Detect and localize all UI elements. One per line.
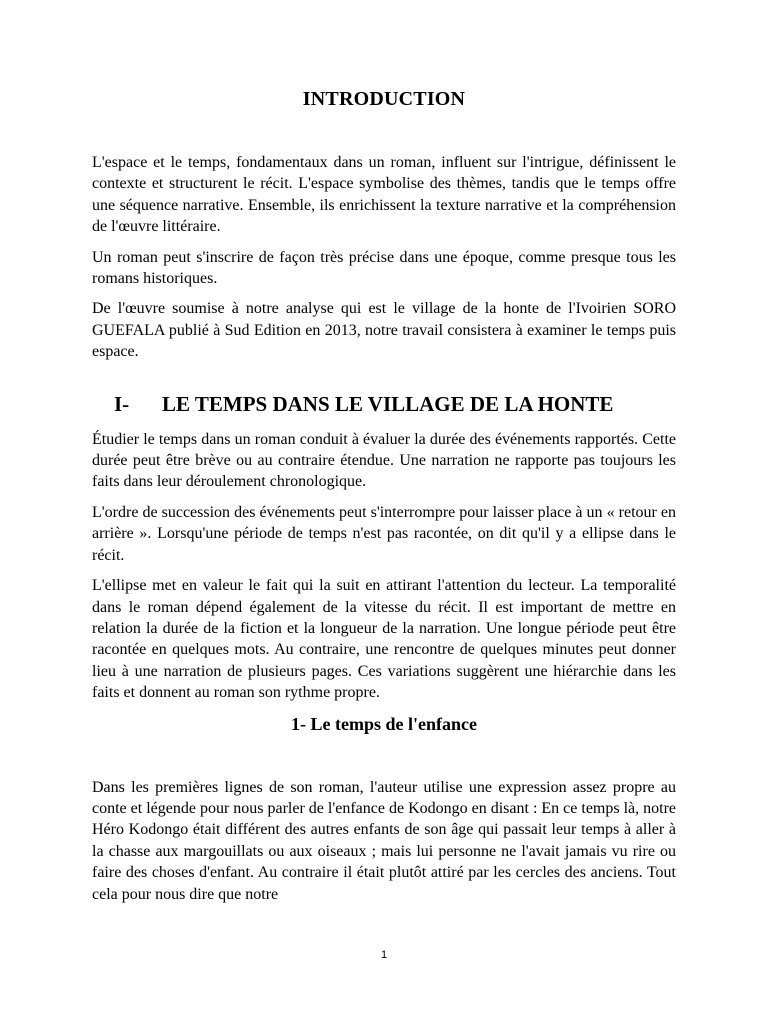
page-content [92,86,676,914]
intro-paragraph-1: L'espace et le temps, fondamentaux dans un roman, influent sur l'intrigue, définissent le contexte et structurent le récit. L'espace symbolise des thèmes, tandis que le temps offre une séquence narrative. Ensemble, ils enrichissent la texture narrative et la compréhension de l'œuvre littéraire. [92,154,676,236]
section-title: LE TEMPS DANS LE VILLAGE DE LA HONTE [162,391,614,416]
section-paragraph-1: Étudier le temps dans un roman conduit à évaluer la durée des événements rapportés. Cette durée peut être brève ou au contraire étendue. Une narration ne rapporte pas toujours les faits dans leur déroulement chronologique. [92,430,676,491]
section-number: I- [114,391,130,416]
page-number: 1 [380,949,388,961]
page-title: INTRODUCTION [302,88,466,110]
subsection-paragraph-1: Dans les premières lignes de son roman, l'auteur utilise une expression assez propre au conte et légende pour nous parler de l'enfance de Kodongo en disant : En ce temps là, notre Héro Kodongo était différent des autres enfants de son âge qui passait leur temps à aller à la chasse aux margouillats ou aux oiseaux ; mais lui personne ne l'avait jamais vu rire ou faire des choses d'enfant. Au contraire il était plutôt attiré par les cercles des anciens. Tout cela pour nous dire que notre [92,778,677,903]
section-paragraph-2: L'ordre de succession des événements peut s'interrompre pour laisser place à un « retour en arrière ». Lorsqu'une période de temps n'est pas racontée, on dit qu'il y a ellipse dans le récit. [92,503,676,564]
intro-paragraph-3: De l'œuvre soumise à notre analyse qui est le village de la honte de l'Ivoirien SORO GUEFALA publié à Sud Edition en 2013, notre travail consistera à examiner le temps puis espace. [92,300,676,361]
subsection-title: 1- Le temps de l'enfance [291,713,477,734]
section-heading [92,391,676,417]
intro-paragraph-2: Un roman peut s'inscrire de façon très précise dans une époque, comme presque tous les romans historiques. [92,248,676,288]
section-paragraph-3: L'ellipse met en valeur le fait qui la suit en attirant l'attention du lecteur. La temporalité dans le roman dépend également de la vitesse du récit. Il est important de mettre en relation la durée de la fiction et la longueur de la narration. Une longue période peut être racontée en quelques mots. Au contraire, une rencontre de quelques minutes peut donner lieu à une narration de plusieurs pages. Ces variations suggèrent une hiérarchie dans les faits et donnent au roman son rythme propre. [92,577,676,702]
